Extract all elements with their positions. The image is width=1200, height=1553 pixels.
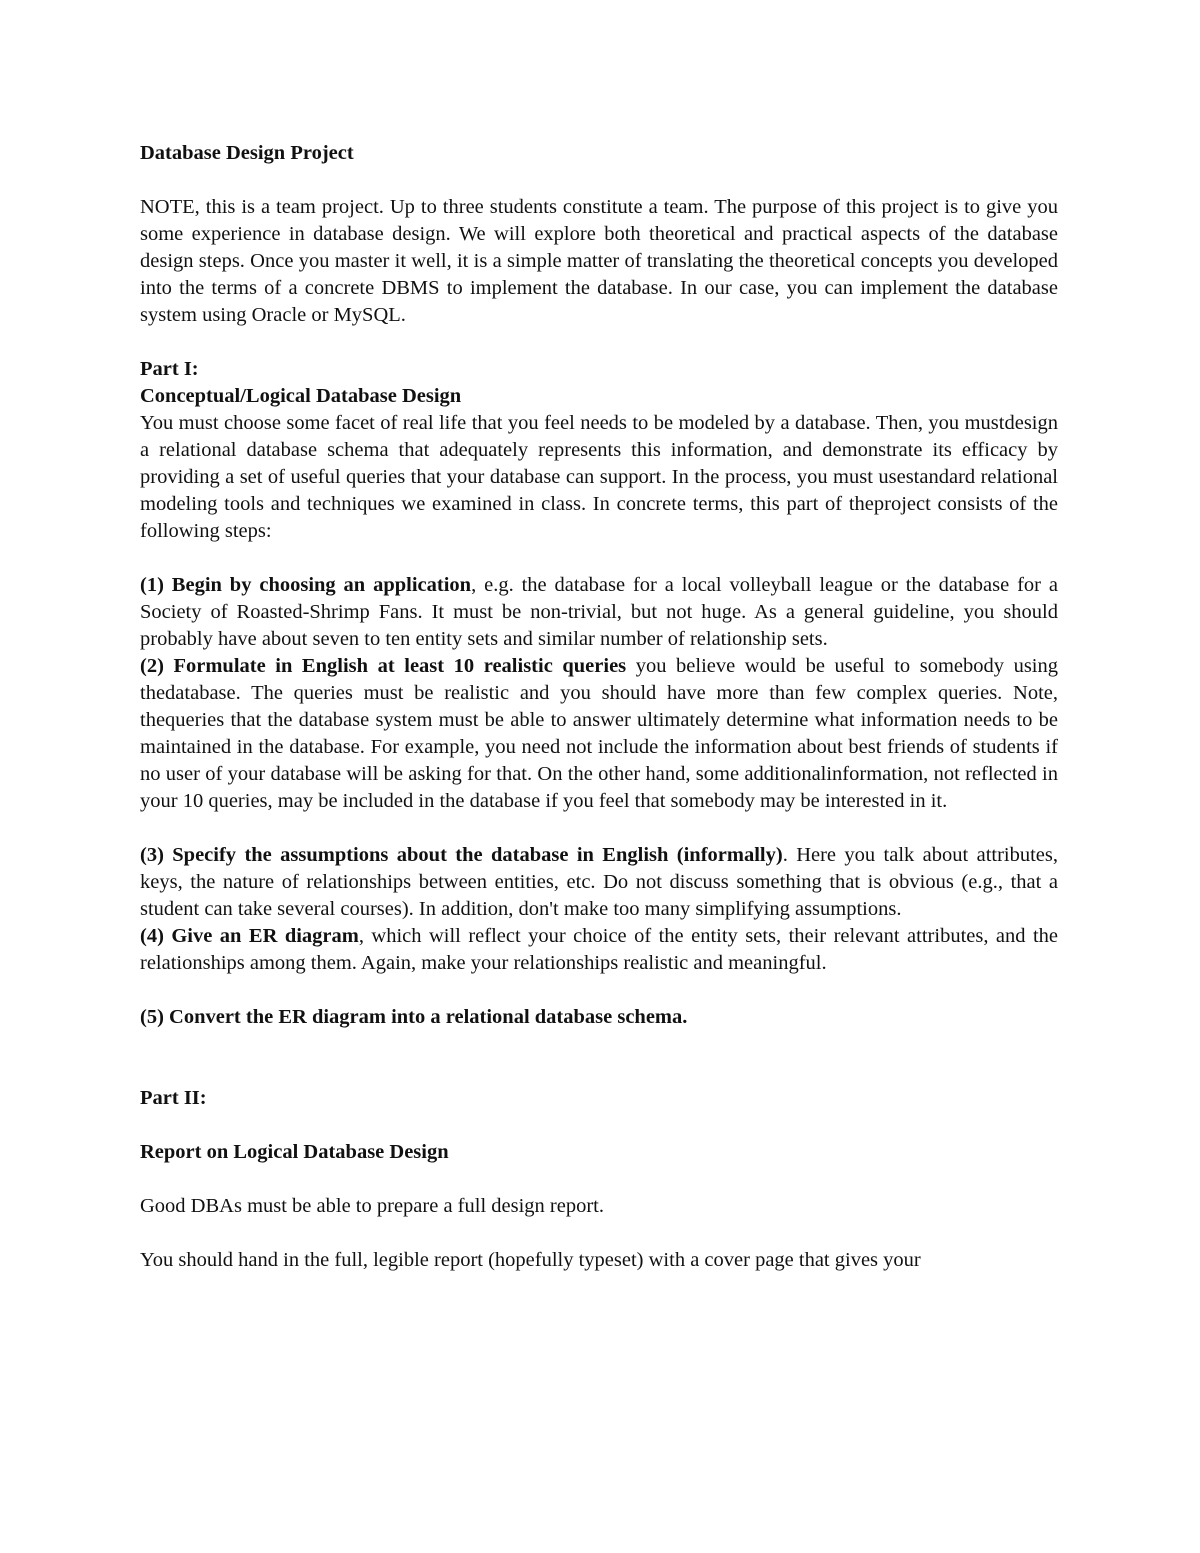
step-2: [140, 653, 1058, 815]
step-5-lead: (5) Convert the ER diagram into a relational database schema.: [140, 1006, 688, 1028]
step-1-text: , e.g. the database for a local volleyball league or the database for a Society of Roasted-Shrimp Fans. It must be non-trivial, but not huge. As a general guideline, you should probably have about seven to ten entity sets and similar number of relationship sets.: [140, 574, 1058, 650]
spacer: [140, 1220, 1058, 1247]
part2-heading: Report on Logical Database Design: [140, 1141, 449, 1163]
intro-paragraph: NOTE, this is a team project. Up to three students constitute a team. The purpose of this project is to give you some experience in database design. We will explore both theoretical and practical aspects of the database design steps. Once you master it well, it is a simple matter of translating the theoretical concepts you developed into the terms of a concrete DBMS to implement the database. In our case, you can implement the database system using Oracle or MySQL.: [140, 196, 1058, 326]
spacer: [140, 977, 1058, 1004]
step-2-lead: (2) Formulate in English at least 10 realistic queries: [140, 655, 627, 677]
step-4-text: , which will reflect your choice of the entity sets, their relevant attributes, and the relationships among them. Again, make your relationships realistic and meaningful.: [140, 925, 1059, 974]
step-5: [140, 1004, 1058, 1031]
part1-heading: Conceptual/Logical Database Design: [140, 385, 462, 407]
part2-paragraph-1: Good DBAs must be able to prepare a full design report.: [140, 1195, 604, 1217]
step-3-lead: (3) Specify the assumptions about the database in English (informally): [140, 844, 783, 866]
spacer: [140, 1031, 1058, 1085]
spacer: [140, 815, 1058, 842]
part1-body: You must choose some facet of real life that you feel needs to be modeled by a database. Then, you mustdesign a relational database schema that adequately represents this information, and demonstrate its efficacy by providing a set of useful queries that your database can support. In the process, you must usestandard relational modeling tools and techniques we examined in class. In concrete terms, this part of theproject consists of the following steps:: [140, 412, 1058, 542]
document-page: [140, 140, 1058, 1274]
document-title: Database Design Project: [140, 142, 354, 164]
step-3: [140, 842, 1058, 923]
step-4: [140, 923, 1058, 977]
step-4-lead: (4) Give an ER diagram: [140, 925, 359, 947]
step-1-lead: (1) Begin by choosing an application: [140, 574, 472, 596]
part2-label: Part II:: [140, 1087, 207, 1109]
part1-label: Part I:: [140, 358, 199, 380]
spacer: [140, 167, 1058, 194]
spacer: [140, 1112, 1058, 1139]
spacer: [140, 1166, 1058, 1193]
part2-paragraph-2: You should hand in the full, legible report (hopefully typeset) with a cover page that gives your: [140, 1249, 921, 1271]
step-1: [140, 572, 1058, 653]
spacer: [140, 545, 1058, 572]
spacer: [140, 329, 1058, 356]
step-2-text: you believe would be useful to somebody using thedatabase. The queries must be realistic and you should have more than few complex queries. Note, thequeries that the database system must be able to answer ultimately determine what information needs to be maintained in the database. For example, you need not include the information about best friends of students if no user of your database will be asking for that. On the other hand, some additionalinformation, not reflected in your 10 queries, may be included in the database if you feel that somebody may be interested in it.: [140, 655, 1058, 812]
step-3-text: . Here you talk about attributes, keys, the nature of relationships between entities, etc. Do not discuss something that is obvious (e.g., that a student can take several courses). In addition, don't make too many simplifying assumptions.: [140, 844, 1058, 920]
